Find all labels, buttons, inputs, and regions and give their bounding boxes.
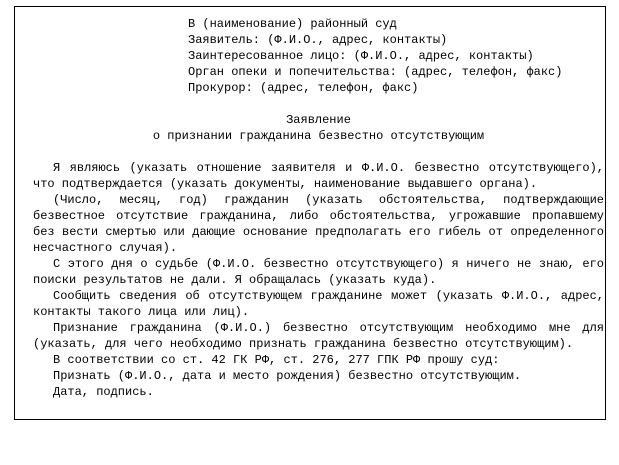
paragraph-legal-basis: В соответствии со ст. 42 ГК РФ, ст. 276, 277 ГПК РФ прошу суд:: [53, 353, 500, 367]
guardianship-line: Орган опеки и попечительства: (адрес, телефон, факс): [188, 65, 563, 79]
spacer: [33, 96, 604, 112]
paragraph-search: С этого дня о судьбе (Ф.И.О. безвестно отсутствующего) я ничего не знаю, его поиски результатов не дали. Я обращалась (указать куда).: [33, 257, 604, 287]
paragraph-informant: Сообщить сведения об отсутствующем гражданине может (указать Ф.И.О., адрес, контакты такого лица или лиц).: [33, 289, 604, 319]
document: [33, 16, 604, 400]
document-title: Заявление: [286, 113, 351, 127]
paragraph-relationship: Я являюсь (указать отношение заявителя и Ф.И.О. безвестно отсутствующего), что подтверждается (указать документы, наименование выдавшего органа).: [33, 161, 604, 191]
court-line: В (наименование) районный суд: [188, 17, 397, 31]
paragraph-circumstances: (Число, месяц, год) гражданин (указать обстоятельства, подтверждающие безвестное отсутствие гражданина, либо обстоятельства, угрожавшие пропавшему без вести смертью или дающие основание предполагать его гибель от определенного несчастного случая).: [33, 193, 604, 255]
interested-party-line: Заинтересованное лицо: (Ф.И.О., адрес, контакты): [188, 49, 534, 63]
prosecutor-line: Прокурор: (адрес, телефон, факс): [188, 81, 419, 95]
paragraph-purpose: Признание гражданина (Ф.И.О.) безвестно отсутствующим необходимо мне для (указать, для чего необходимо признать гражданина безвестно отсутствующим).: [33, 321, 604, 351]
document-subtitle: о признании гражданина безвестно отсутствующим: [152, 129, 485, 143]
applicant-line: Заявитель: (Ф.И.О., адрес, контакты): [188, 33, 448, 47]
addressee-block: [188, 16, 604, 96]
spacer: [33, 144, 604, 160]
paragraph-request: Признать (Ф.И.О., дата и место рождения) безвестно отсутствующим.: [53, 369, 522, 383]
date-signature: Дата, подпись.: [53, 385, 154, 399]
